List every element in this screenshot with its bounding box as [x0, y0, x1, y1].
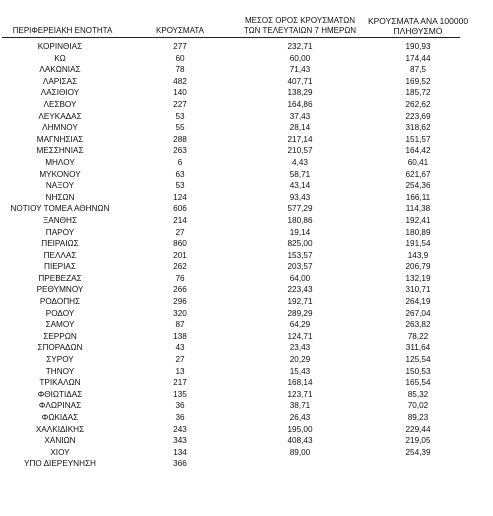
- avg-cell: 71,43: [289, 65, 311, 75]
- avg-cell: 64,00: [289, 273, 311, 283]
- avg-cell: 408,43: [287, 436, 313, 446]
- per-capita-cell: 70,02: [407, 401, 429, 411]
- region-cell: ΠΕΛΛΑΣ: [43, 250, 77, 260]
- per-capita-cell: 311,64: [405, 343, 431, 353]
- cases-cell: 63: [175, 169, 185, 179]
- avg-cell: 89,00: [289, 447, 311, 457]
- region-cell: ΠΕΙΡΑΙΩΣ: [41, 239, 79, 249]
- per-capita-cell: 267,04: [405, 308, 431, 318]
- per-capita-cell: 229,44: [405, 424, 431, 434]
- per-capita-cell: 174,44: [405, 53, 431, 63]
- region-cell: ΠΡΕΒΕΖΑΣ: [38, 273, 82, 283]
- region-cell: ΛΕΥΚΑΔΑΣ: [38, 111, 82, 121]
- header-avg-line1: ΜΕΣΟΣ ΟΡΟΣ ΚΡΟΥΣΜΑΤΩΝ: [244, 16, 356, 25]
- header-divider: [2, 37, 460, 38]
- cases-cell: 60: [175, 53, 185, 63]
- avg-cell: 289,29: [287, 308, 313, 318]
- header-cases: ΚΡΟΥΣΜΑΤΑ: [156, 26, 204, 35]
- table-row: [0, 76, 493, 88]
- region-cell: ΣΕΡΡΩΝ: [43, 331, 77, 341]
- table-row: [0, 87, 493, 99]
- avg-cell: 26,43: [289, 413, 311, 422]
- table-row: [0, 238, 493, 250]
- per-capita-cell: 89,23: [407, 413, 429, 422]
- region-cell: ΧΑΝΙΩΝ: [44, 436, 76, 446]
- region-cell: ΣΥΡΟΥ: [46, 355, 74, 365]
- avg-cell: 38,71: [289, 401, 311, 411]
- table-row: [0, 227, 493, 239]
- cases-cell: 13: [175, 366, 185, 376]
- table-row: [0, 435, 493, 447]
- table-row: [0, 308, 493, 320]
- cases-cell: 36: [175, 401, 185, 411]
- region-cell: ΦΩΚΙΔΑΣ: [41, 413, 79, 422]
- region-cell: ΣΑΜΟΥ: [45, 320, 75, 330]
- table-row: [0, 412, 493, 424]
- region-cell: ΡΟΔΟΠΗΣ: [39, 297, 81, 307]
- table-row: [0, 377, 493, 389]
- cases-cell: 43: [175, 343, 185, 353]
- avg-cell: 577,29: [287, 204, 313, 214]
- avg-cell: 168,14: [287, 378, 313, 388]
- table-body: [0, 41, 493, 470]
- table-row: [0, 99, 493, 111]
- cases-cell: 138: [173, 331, 187, 341]
- table-row: [0, 157, 493, 169]
- cases-cell: 262: [173, 262, 187, 272]
- per-capita-cell: 262,62: [405, 99, 431, 109]
- avg-cell: 192,71: [287, 297, 313, 307]
- per-capita-cell: 263,82: [405, 320, 431, 330]
- header-region: ΠΕΡΙΦΕΡΕΙΑΚΗ ΕΝΟΤΗΤΑ: [12, 26, 113, 35]
- cases-cell: 860: [173, 239, 187, 249]
- avg-cell: 93,43: [289, 192, 311, 202]
- per-capita-cell: 151,57: [405, 134, 431, 144]
- cases-cell: 27: [175, 227, 185, 237]
- per-capita-cell: 78,22: [407, 331, 429, 341]
- region-cell: ΛΗΜΝΟΥ: [42, 123, 78, 133]
- cases-cell: 53: [175, 111, 185, 121]
- region-cell: ΜΕΣΣΗΝΙΑΣ: [36, 146, 84, 156]
- avg-cell: 195,00: [287, 424, 313, 434]
- region-cell: ΦΛΩΡΙΝΑΣ: [38, 401, 82, 411]
- table-row: [0, 319, 493, 331]
- cases-cell: 277: [173, 42, 187, 51]
- header-per-line2: ΠΛΗΘΥΣΜΟ: [393, 26, 443, 36]
- region-cell: ΜΑΓΝΗΣΙΑΣ: [36, 134, 84, 144]
- per-capita-cell: 169,52: [405, 76, 431, 86]
- per-capita-cell: 132,19: [405, 273, 431, 283]
- per-capita-cell: 166,11: [405, 192, 431, 202]
- region-cell: ΝΑΞΟΥ: [45, 181, 75, 191]
- table-row: [0, 273, 493, 285]
- cases-cell: 124: [173, 192, 187, 202]
- cases-cell: 87: [175, 320, 185, 330]
- per-capita-cell: 310,71: [405, 285, 431, 295]
- region-cell: ΛΕΣΒΟΥ: [43, 99, 77, 109]
- cases-cell: 243: [173, 424, 187, 434]
- cases-cell: 606: [173, 204, 187, 214]
- cases-cell: 343: [173, 436, 187, 446]
- avg-cell: 232,71: [287, 42, 313, 51]
- per-capita-cell: 206,79: [405, 262, 431, 272]
- avg-cell: 180,86: [287, 215, 313, 225]
- avg-cell: 124,71: [287, 331, 313, 341]
- region-cell: ΝΗΣΩΝ: [45, 192, 75, 202]
- avg-cell: 153,57: [287, 250, 313, 260]
- table-row: [0, 261, 493, 273]
- per-capita-cell: 219,05: [405, 436, 431, 446]
- avg-cell: 164,86: [287, 99, 313, 109]
- table-row: [0, 284, 493, 296]
- header-per-line1: ΚΡΟΥΣΜΑΤΑ ΑΝΑ 100000: [367, 16, 469, 26]
- avg-cell: 64,29: [289, 320, 311, 330]
- cases-cell: 227: [173, 99, 187, 109]
- table-row: [0, 366, 493, 378]
- per-capita-cell: 254,39: [405, 447, 431, 457]
- cases-cell: 76: [175, 273, 185, 283]
- region-cell: ΚΩ: [54, 53, 66, 63]
- table-row: [0, 111, 493, 123]
- avg-cell: 60,00: [289, 53, 311, 63]
- per-capita-cell: 165,54: [405, 378, 431, 388]
- per-capita-cell: 185,72: [405, 88, 431, 98]
- per-capita-cell: 191,54: [405, 239, 431, 249]
- region-cell: ΜΥΚΟΝΟΥ: [39, 169, 81, 179]
- avg-cell: 138,29: [287, 88, 313, 98]
- cases-cell: 135: [173, 389, 187, 399]
- table-row: [0, 145, 493, 157]
- table-row: [0, 250, 493, 262]
- per-capita-cell: 164,42: [405, 146, 431, 156]
- per-capita-cell: 254,36: [405, 181, 431, 191]
- cases-cell: 296: [173, 297, 187, 307]
- region-cell: ΜΗΛΟΥ: [45, 157, 75, 167]
- avg-cell: 217,14: [287, 134, 313, 144]
- avg-cell: 15,43: [289, 366, 311, 376]
- table-row: [0, 342, 493, 354]
- region-cell: ΛΑΚΩΝΙΑΣ: [39, 65, 81, 75]
- region-cell: ΥΠΟ ΔΙΕΡΕΥΝΗΣΗ: [24, 459, 96, 469]
- table-row: [0, 203, 493, 215]
- avg-cell: 37,43: [289, 111, 311, 121]
- avg-cell: 203,57: [287, 262, 313, 272]
- cases-cell: 55: [175, 123, 185, 133]
- table-row: [0, 169, 493, 181]
- region-cell: ΣΠΟΡΑΔΩΝ: [37, 343, 83, 353]
- cases-cell: 53: [175, 181, 185, 191]
- per-capita-cell: 223,69: [405, 111, 431, 121]
- region-cell: ΦΘΙΩΤΙΔΑΣ: [37, 389, 83, 399]
- per-capita-cell: 150,53: [405, 366, 431, 376]
- cases-cell: 214: [173, 215, 187, 225]
- header-avg-line2: ΤΩΝ ΤΕΛΕΥΤΑΙΩΝ 7 ΗΜΕΡΩΝ: [243, 26, 357, 35]
- table-row: [0, 458, 493, 470]
- per-capita-cell: 190,93: [405, 42, 431, 51]
- table-row: [0, 215, 493, 227]
- cases-cell: 36: [175, 413, 185, 422]
- per-capita-cell: 192,41: [405, 215, 431, 225]
- cases-cell: 366: [173, 459, 187, 469]
- table-row: [0, 447, 493, 459]
- table-row: [0, 180, 493, 192]
- table-row: [0, 400, 493, 412]
- avg-cell: 825,00: [287, 239, 313, 249]
- table-row: [0, 296, 493, 308]
- table-row: [0, 122, 493, 134]
- avg-cell: 19,14: [289, 227, 311, 237]
- region-cell: ΚΟΡΙΝΘΙΑΣ: [37, 42, 83, 51]
- per-capita-cell: 264,19: [405, 297, 431, 307]
- region-cell: ΞΑΝΘΗΣ: [42, 215, 78, 225]
- table-row: [0, 64, 493, 76]
- table-row: [0, 53, 493, 65]
- table-row: [0, 134, 493, 146]
- table-row: [0, 424, 493, 436]
- cases-cell: 217: [173, 378, 187, 388]
- region-cell: ΠΙΕΡΙΑΣ: [44, 262, 76, 272]
- per-capita-cell: 60,41: [407, 157, 429, 167]
- avg-cell: 20,29: [289, 355, 311, 365]
- region-cell: ΤΗΝΟΥ: [45, 366, 75, 376]
- cases-cell: 201: [173, 250, 187, 260]
- cases-cell: 134: [173, 447, 187, 457]
- per-capita-cell: 621,67: [405, 169, 431, 179]
- per-capita-cell: 125,54: [405, 355, 431, 365]
- cases-cell: 320: [173, 308, 187, 318]
- per-capita-cell: 114,38: [405, 204, 431, 214]
- avg-cell: 223,43: [287, 285, 313, 295]
- per-capita-cell: 143,9: [407, 250, 429, 260]
- per-capita-cell: 85,32: [407, 389, 429, 399]
- avg-cell: 28,14: [289, 123, 311, 133]
- cases-cell: 266: [173, 285, 187, 295]
- avg-cell: 123,71: [287, 389, 313, 399]
- table-row: [0, 331, 493, 343]
- cases-cell: 140: [173, 88, 187, 98]
- table-row: [0, 354, 493, 366]
- table-row: [0, 41, 493, 53]
- region-cell: ΧΙΟΥ: [50, 447, 70, 457]
- region-cell: ΧΑΛΚΙΔΙΚΗΣ: [35, 424, 85, 434]
- per-capita-cell: 87,5: [410, 65, 426, 75]
- cases-cell: 482: [173, 76, 187, 86]
- table-row: [0, 192, 493, 204]
- region-cell: ΡΕΘΥΜΝΟΥ: [36, 285, 84, 295]
- cases-cell: 288: [173, 134, 187, 144]
- per-capita-cell: 318,62: [405, 123, 431, 133]
- region-cell: ΛΑΣΙΘΙΟΥ: [40, 88, 80, 98]
- avg-cell: 58,71: [289, 169, 311, 179]
- region-cell: ΛΑΡΙΣΑΣ: [42, 76, 78, 86]
- avg-cell: 407,71: [287, 76, 313, 86]
- cases-cell: 263: [173, 146, 187, 156]
- region-cell: ΡΟΔΟΥ: [45, 308, 75, 318]
- cases-cell: 6: [177, 157, 183, 167]
- avg-cell: 23,43: [289, 343, 311, 353]
- avg-cell: 4,43: [292, 157, 308, 167]
- avg-cell: 43,14: [289, 181, 311, 191]
- cases-cell: 78: [175, 65, 185, 75]
- region-cell: ΝΟΤΙΟΥ ΤΟΜΕΑ ΑΘΗΝΩΝ: [10, 204, 110, 214]
- table-row: [0, 389, 493, 401]
- region-cell: ΠΑΡΟΥ: [45, 227, 75, 237]
- avg-cell: 210,57: [287, 146, 313, 156]
- cases-cell: 27: [175, 355, 185, 365]
- region-cell: ΤΡΙΚΑΛΩΝ: [39, 378, 81, 388]
- per-capita-cell: 180,89: [405, 227, 431, 237]
